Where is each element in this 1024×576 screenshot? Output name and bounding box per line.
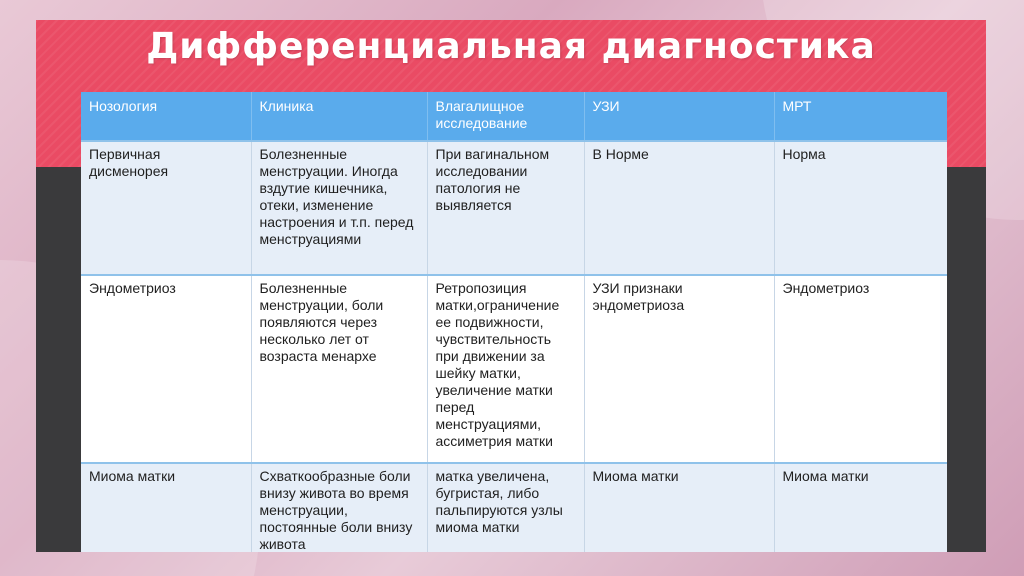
- header-nosology: Нозология: [81, 92, 251, 141]
- header-mrt: МРТ: [774, 92, 947, 141]
- table-row: [81, 141, 947, 275]
- cell-clinic: Схваткообразные боли внизу живота во время менструации, постоянные боли внизу живота: [251, 463, 427, 552]
- slide-title: Дифференциальная диагностика: [146, 26, 876, 67]
- header-vaginal-exam: Влагалищное исследование: [427, 92, 584, 141]
- cell-uzi: В Норме: [584, 141, 774, 275]
- cell-nosology: Миома матки: [81, 463, 251, 552]
- slide: [36, 20, 986, 552]
- cell-vaginal-exam: Ретропозиция матки,ограничение ее подвижности, чувствительность при движении за шейку матки, увеличение матки перед менструациями, ассиметрия матки: [427, 275, 584, 463]
- cell-nosology: Эндометриоз: [81, 275, 251, 463]
- header-clinic: Клиника: [251, 92, 427, 141]
- cell-vaginal-exam: При вагинальном исследовании патология не выявляется: [427, 141, 584, 275]
- cell-uzi: УЗИ признаки эндометриоза: [584, 275, 774, 463]
- cell-clinic: Болезненные менструации. Иногда вздутие кишечника, отеки, изменение настроения и т.п. перед менструациями: [251, 141, 427, 275]
- cell-mrt: Норма: [774, 141, 947, 275]
- header-uzi: УЗИ: [584, 92, 774, 141]
- cell-vaginal-exam: матка увеличена, бугристая, либо пальпируются узлы миома матки: [427, 463, 584, 552]
- cell-mrt: Миома матки: [774, 463, 947, 552]
- table-row: [81, 463, 947, 552]
- table-row: [81, 275, 947, 463]
- cell-nosology: Первичная дисменорея: [81, 141, 251, 275]
- cell-uzi: Миома матки: [584, 463, 774, 552]
- cell-mrt: Эндометриоз: [774, 275, 947, 463]
- differential-diagnosis-table: [81, 92, 947, 552]
- cell-clinic: Болезненные менструации, боли появляются через несколько лет от возраста менархе: [251, 275, 427, 463]
- table-header-row: [81, 92, 947, 141]
